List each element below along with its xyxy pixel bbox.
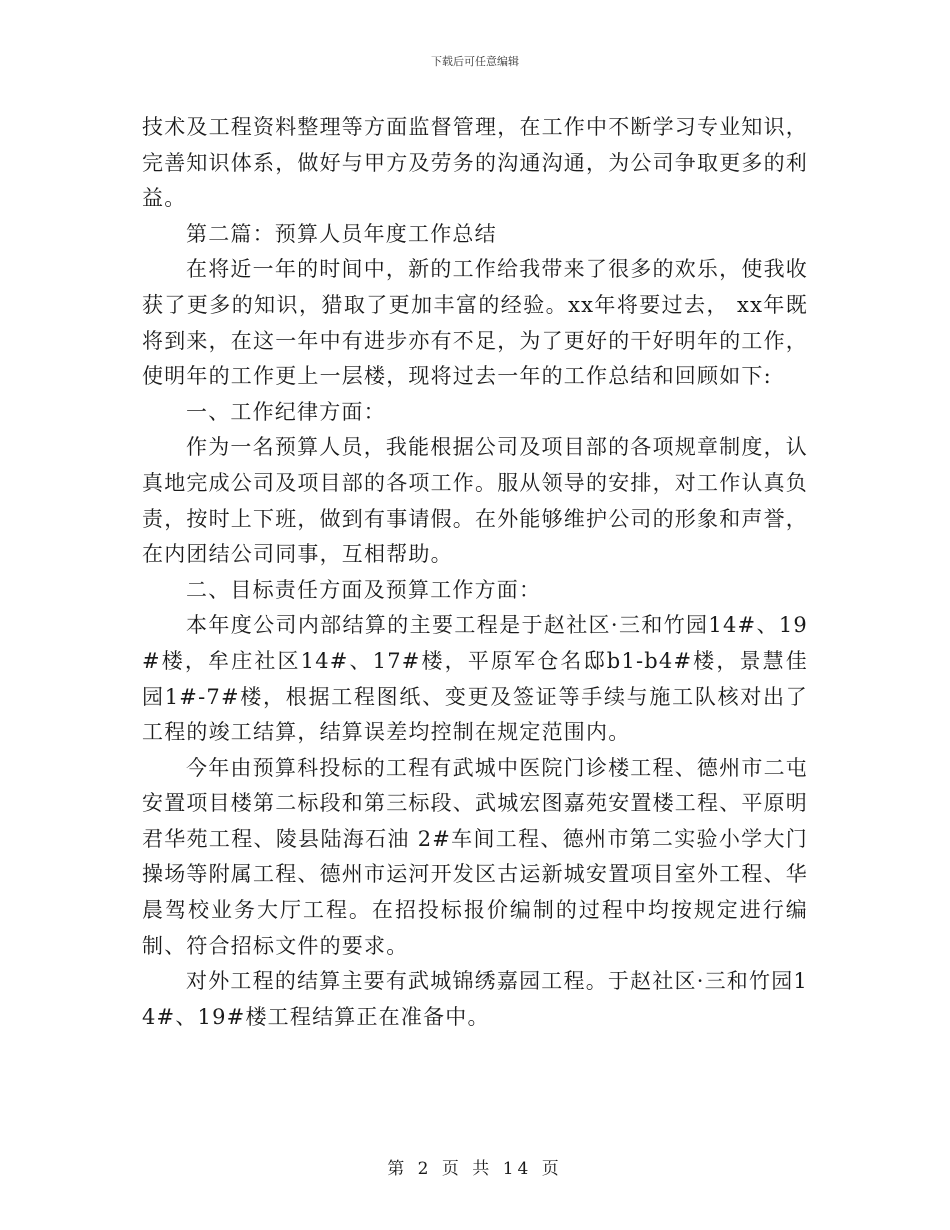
page-footer: 第 2 页 共 14 页 bbox=[387, 1159, 563, 1179]
paragraph-internal-settlement: 本年度公司内部结算的主要工程是于赵社区·三和竹园14#、19#楼，牟庄社区14#、17#楼，平原军仓名邸b1-b4#楼，景慧佳园1#-7#楼，根据工程图纸、变更及签证等手续与施工队核对出了工程的竣工结算，结算误差均控制在规定范围内。 bbox=[142, 613, 808, 745]
section-title: 第二篇：预算人员年度工作总结 bbox=[186, 221, 497, 246]
paragraph-work-discipline: 作为一名预算人员，我能根据公司及项目部的各项规章制度，认真地完成公司及项目部的各项工作。服从领导的安排，对工作认真负责，按时上下班，做到有事请假。在外能够维护公司的形象和声誉，在内团结公司同事，互相帮助。 bbox=[142, 435, 808, 567]
paragraph-1: 技术及工程资料整理等方面监督管理，在工作中不断学习专业知识，完善知识体系，做好与甲方及劳务的沟通沟通，为公司争取更多的利益。 bbox=[142, 115, 808, 211]
heading-work-discipline: 一、工作纪律方面： bbox=[186, 399, 386, 424]
paragraph-intro: 在将近一年的时间中，新的工作给我带来了很多的欢乐，使我收获了更多的知识，猎取了更加丰富的经验。xx年将要过去， xx年既将到来，在这一年中有进步亦有不足，为了更好的干好明年的工作，使明年的工作更上一层楼，现将过去一年的工作总结和回顾如下: bbox=[142, 257, 808, 389]
paragraph-bidding: 今年由预算科投标的工程有武城中医院门诊楼工程、德州市二屯安置项目楼第二标段和第三标段、武城宏图嘉苑安置楼工程、平原明君华苑工程、陵县陆海石油 2#车间工程、德州市第二实验小学大门操场等附属工程、德州市运河开发区古运新城安置项目室外工程、华晨驾校业务大厅工程。在招投标报价编制的过程中均按规定进行编制、符合招标文件的要求。 bbox=[142, 755, 808, 958]
heading-target-responsibility: 二、目标责任方面及预算工作方面： bbox=[186, 577, 542, 602]
page-header: 下载后可任意编辑 bbox=[431, 55, 519, 68]
document-body bbox=[142, 110, 808, 1035]
paragraph-external-settlement: 对外工程的结算主要有武城锦绣嘉园工程。于赵社区·三和竹园14#、19#楼工程结算正在准备中。 bbox=[142, 969, 808, 1029]
